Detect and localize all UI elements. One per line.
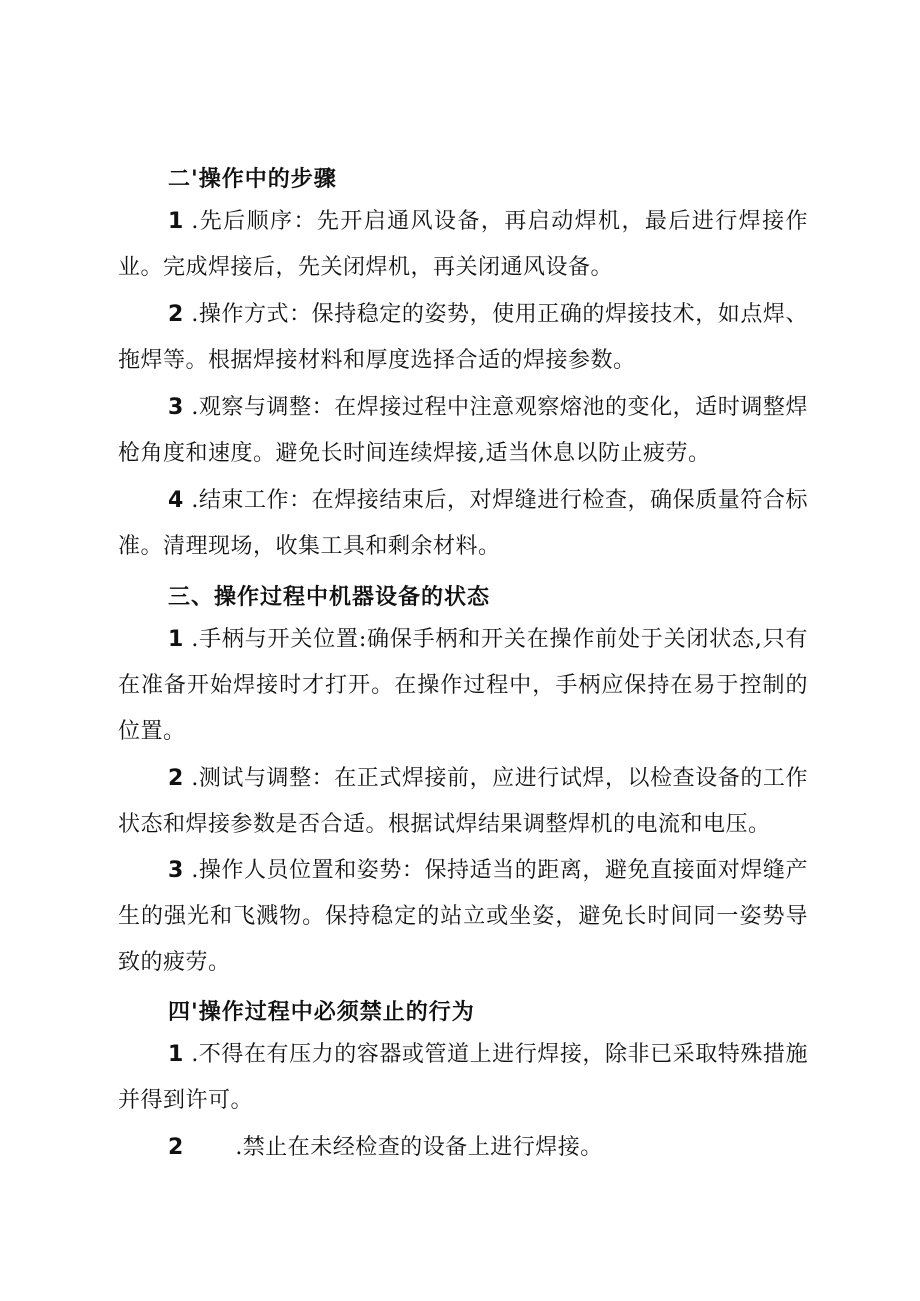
paragraph-handle-switch xyxy=(118,617,808,755)
paragraph-observe-adjust xyxy=(118,385,808,477)
paragraph-operation-method xyxy=(118,292,808,384)
item-text: .观察与调整：在焊接过程中注意观察熔池的变化，适时调整焊枪角度和速度。避免长时间连续焊接,适当休息以防止疲劳。 xyxy=(118,395,808,466)
item-number: 3 xyxy=(168,858,184,883)
item-number: 3 xyxy=(168,395,184,420)
section-heading-equipment-state: 三、操作过程中机器设备的状态 xyxy=(168,584,491,610)
item-text: .操作人员位置和姿势：保持适当的距离，避免直接面对焊缝产生的强光和飞溅物。保持稳定的站立或坐姿，避免长时间同一姿势导致的疲劳。 xyxy=(118,858,808,975)
paragraph-test-adjust xyxy=(118,756,808,848)
item-number: 2 xyxy=(168,766,184,791)
item-text: .禁止在未经检查的设备上进行焊接。 xyxy=(235,1135,603,1160)
item-text: .结束工作：在焊接结束后，对焊缝进行检查，确保质量符合标准。清理现场，收集工具和剩余材料。 xyxy=(118,488,808,559)
item-number: 2 xyxy=(168,1135,184,1160)
section-heading-prohibited-actions: 四'操作过程中必须禁止的行为 xyxy=(168,999,475,1025)
item-text: .测试与调整：在正式焊接前，应进行试焊，以检查设备的工作状态和焊接参数是否合适。根据试焊结果调整焊机的电流和电压。 xyxy=(118,766,808,837)
item-number: 2 xyxy=(168,302,184,327)
paragraph-finish-work xyxy=(118,478,808,570)
item-text: .先后顺序：先开启通风设备，再启动焊机，最后进行焊接作业。完成焊接后，先关闭焊机，再关闭通风设备。 xyxy=(118,209,808,280)
paragraph-no-unchecked-equipment xyxy=(118,1125,808,1171)
item-number: 1 xyxy=(168,209,184,234)
paragraph-sequence xyxy=(118,199,808,291)
item-text: .操作方式：保持稳定的姿势，使用正确的焊接技术，如点焊、拖焊等。根据焊接材料和厚度选择合适的焊接参数。 xyxy=(118,302,808,373)
item-number: 1 xyxy=(168,627,184,652)
section-heading-operation-steps: 二'操作中的步骤 xyxy=(168,166,337,192)
item-text: .手柄与开关位置:确保手柄和开关在操作前处于关闭状态,只有在准备开始焊接时才打开。在操作过程中，手柄应保持在易于控制的位置。 xyxy=(118,627,808,744)
item-text: .不得在有压力的容器或管道上进行焊接，除非已采取特殊措施并得到许可。 xyxy=(118,1042,808,1113)
item-number: 1 xyxy=(168,1042,184,1067)
paragraph-no-pressure-vessel xyxy=(118,1032,808,1124)
item-number: 4 xyxy=(168,488,184,513)
paragraph-operator-position xyxy=(118,848,808,986)
